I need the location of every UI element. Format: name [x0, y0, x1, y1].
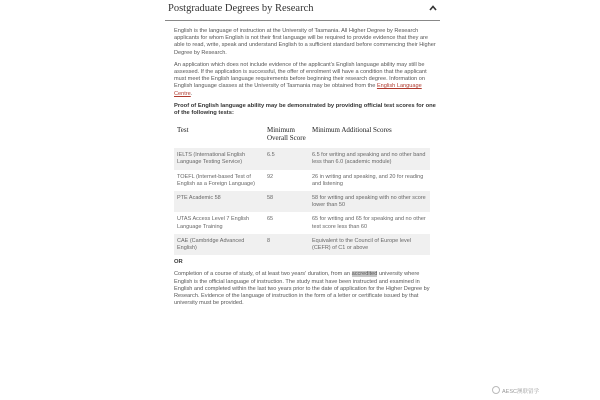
evidence-paragraph: [174, 62, 436, 98]
additional-scores: 6.5 for writing and speaking and no other band less than 6.0 (academic module): [309, 148, 430, 169]
overall-score: 65: [267, 216, 274, 223]
table-row: [174, 191, 430, 212]
evidence-text: An application which does not include evidence of the applicant's English language ability may still be assessed. If the application is successful, the offer of enrolment will have a condition that the applicant must meet the English language requirements before beginning their research degree. Information on English language classes at the University of Tasmania may be obtained from the: [174, 61, 427, 90]
overall-score: 58: [264, 191, 309, 212]
overall-score: 6.5: [264, 148, 309, 169]
test-name: UTAS Access Level 7 English Language Training: [177, 216, 250, 230]
test-name: PTE Academic 58: [174, 191, 264, 212]
column-header-additional: Minimum Additional Scores: [312, 126, 392, 135]
section-title: Postgraduate Degrees by Research: [168, 3, 314, 14]
test-name: TOEFL (Internet-based Test of English as a Foreign Language): [177, 173, 255, 187]
completion-text-end: university where English is the official language of instruction. The study must have been instructed and examined in English and completed within the last two years prior to the date of application for the Higher Degree by Research. Evidence of the language of instruction in the form of a letter or certificate issued by that university must be provided.: [174, 271, 430, 307]
intro-paragraph: English is the language of instruction at the University of Tasmania. All Higher Degree by Research applicants for whom English is not their first language will be required to provide evidence that they are able to read, write, speak and understand English to a sufficient standard before commencing their Higher Degree by Research.: [174, 28, 436, 56]
additional-scores: 65 for writing and 65 for speaking and no other test score less than 60: [312, 216, 426, 230]
test-name: CAE (Cambridge Advanced English): [174, 234, 264, 255]
overall-score: 8: [264, 234, 309, 255]
watermark: [492, 386, 539, 395]
evidence-end: .: [190, 90, 193, 97]
completion-text-start: Completion of a course of study, of at least two years' duration, from an: [174, 271, 352, 278]
column-header-test: Test: [177, 126, 189, 135]
watermark-text: AESC澳联留学: [502, 389, 539, 395]
section-header[interactable]: [165, 0, 440, 21]
table-row: [174, 234, 430, 255]
table-row: [174, 170, 430, 191]
table-row: [174, 212, 430, 233]
additional-scores: Equivalent to the Council of Europe level (CEFR) of C1 or above: [309, 234, 430, 255]
highlighted-word: accredited: [351, 271, 378, 278]
proof-lead: Proof of English language ability may be demonstrated by providing official test scores for one of the following tests:: [174, 102, 436, 117]
english-language-centre-link[interactable]: English Language Centre: [174, 83, 422, 97]
additional-scores: 26 in writing and speaking, and 20 for reading and listening: [312, 173, 424, 187]
table-header-row: [174, 122, 430, 148]
column-header-overall: Minimum Overall Score: [267, 126, 306, 142]
additional-scores: 58 for writing and speaking with no other score lower than 50: [309, 191, 430, 212]
section-content: [174, 28, 436, 312]
watermark-logo-icon: [492, 386, 500, 394]
english-tests-table: [174, 122, 430, 255]
completion-paragraph: [174, 271, 436, 307]
test-name: IELTS (International English Language Testing Service): [174, 148, 264, 169]
chevron-up-icon[interactable]: [428, 3, 438, 13]
or-label: OR: [174, 259, 183, 266]
table-row: [174, 148, 430, 169]
overall-score: 92: [267, 173, 274, 180]
